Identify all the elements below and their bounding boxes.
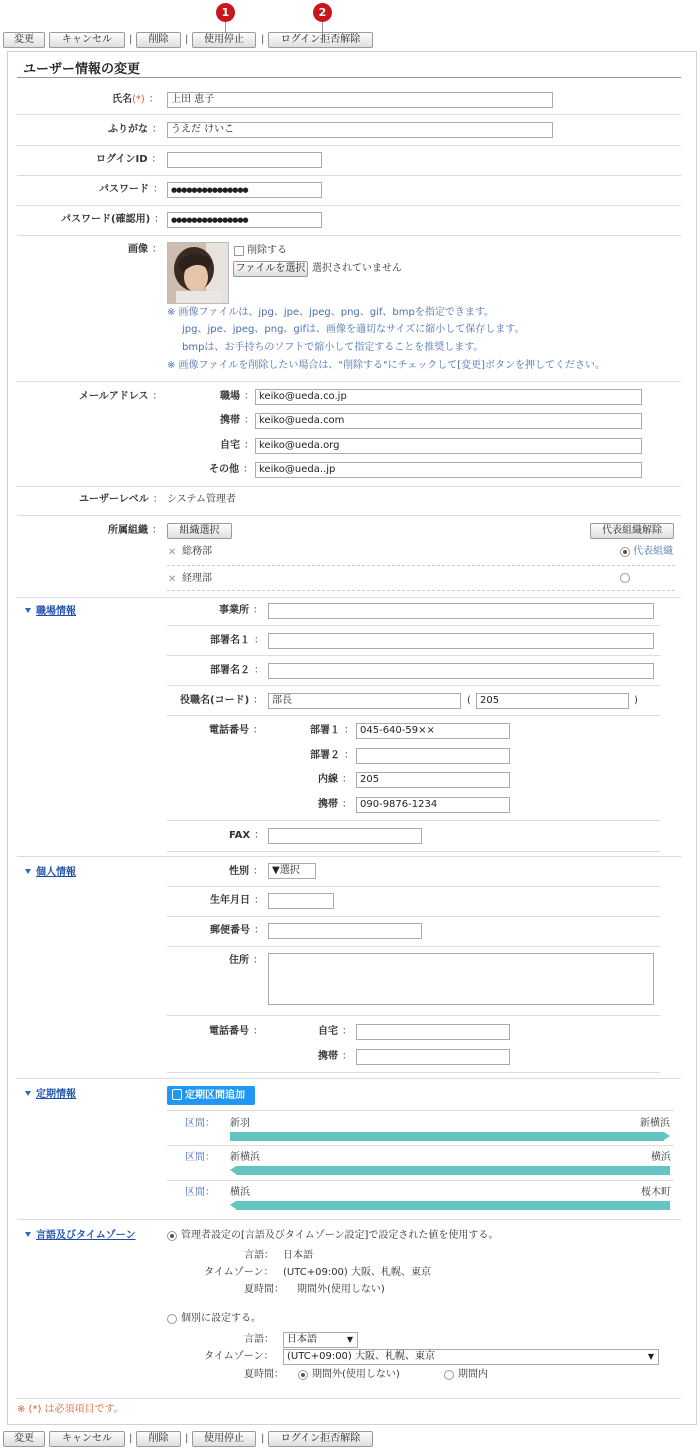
personal-mobile-label-text: 携帯 bbox=[318, 1051, 338, 1062]
zip-input[interactable] bbox=[268, 923, 422, 939]
colon: ： bbox=[254, 665, 264, 676]
login-id-input[interactable] bbox=[167, 152, 322, 168]
mail-other-input[interactable]: keiko@ueda..jp bbox=[255, 462, 642, 478]
colon: ： bbox=[243, 464, 253, 475]
mail-mobile-input[interactable]: keiko@ueda.com bbox=[255, 413, 642, 429]
rep-org-radio[interactable] bbox=[620, 573, 630, 583]
org-divider bbox=[167, 565, 675, 566]
section-divider bbox=[17, 1078, 681, 1079]
password-label-text: パスワード bbox=[99, 184, 149, 195]
section-divider bbox=[17, 856, 681, 857]
row-divider bbox=[17, 175, 681, 176]
dropdown-arrow-icon: ▼ bbox=[346, 1335, 353, 1344]
colon: ： bbox=[253, 605, 263, 616]
rep-org-label: 代表組織 bbox=[633, 546, 673, 557]
row-divider bbox=[17, 145, 681, 146]
personal-home-input[interactable] bbox=[356, 1024, 510, 1040]
personal-phone-label bbox=[209, 1025, 263, 1039]
row-divider bbox=[17, 515, 681, 516]
password-confirm-input[interactable]: ●●●●●●●●●●●●●●● bbox=[167, 212, 322, 228]
callout-line bbox=[225, 22, 226, 32]
tz-label: タイムゾーン： bbox=[204, 1267, 274, 1278]
toolbar-separator: | bbox=[185, 1433, 189, 1444]
user-level-label-text: ユーザーレベル bbox=[79, 494, 149, 505]
tz-select-value: (UTC+09:00) 大阪、札幌、東京 bbox=[287, 1351, 436, 1362]
mail-other-label-text: その他 bbox=[209, 464, 239, 475]
personal-mobile-label bbox=[318, 1050, 352, 1064]
colon: ： bbox=[344, 750, 354, 761]
mail-label-text: メールアドレス bbox=[79, 391, 149, 402]
lang-select[interactable] bbox=[283, 1332, 358, 1348]
bus-icon bbox=[172, 1089, 182, 1100]
address-textarea[interactable] bbox=[268, 953, 654, 1005]
row-divider bbox=[167, 1072, 661, 1073]
personal-home-label-text: 自宅 bbox=[318, 1026, 338, 1037]
toolbar-separator: | bbox=[261, 1433, 265, 1444]
work-mobile-label-text: 携帯 bbox=[318, 799, 338, 810]
colon: ： bbox=[244, 440, 254, 451]
segment-from: 横浜 bbox=[230, 1187, 250, 1198]
toolbar-separator: | bbox=[129, 1433, 133, 1444]
image-note: ※ 画像ファイルは、jpg、jpe、jpeg、png、gif、bmpを指定できます。 bbox=[167, 307, 495, 318]
work-phone-label-text: 電話番号 bbox=[209, 725, 249, 736]
work-mobile-input[interactable]: 090-9876-1234 bbox=[356, 797, 510, 813]
row-divider bbox=[167, 685, 661, 686]
personal-phone-label-text: 電話番号 bbox=[209, 1026, 249, 1037]
mail-label bbox=[79, 390, 163, 404]
password-input[interactable]: ●●●●●●●●●●●●●●● bbox=[167, 182, 322, 198]
login-id-label bbox=[96, 153, 162, 167]
org-label-text: 所属組織 bbox=[108, 525, 148, 536]
org-divider bbox=[167, 590, 675, 591]
colon: ： bbox=[152, 124, 162, 135]
colon: ： bbox=[254, 895, 264, 906]
colon: ： bbox=[253, 695, 264, 706]
title-divider bbox=[17, 77, 681, 78]
row-divider bbox=[167, 946, 661, 947]
furigana-label bbox=[108, 123, 162, 137]
segment-label: 区間： bbox=[185, 1118, 215, 1129]
collapse-icon bbox=[25, 1232, 31, 1237]
personal-section-toggle[interactable] bbox=[25, 866, 76, 880]
colon: ： bbox=[152, 494, 163, 505]
image-note: bmpは、お手持ちのソフトで縮小して指定することを推奨します。 bbox=[182, 342, 484, 353]
gender-select[interactable]: ▼選択 bbox=[268, 863, 316, 879]
row-divider bbox=[167, 625, 661, 626]
lang-section-toggle[interactable] bbox=[25, 1229, 136, 1243]
mail-home-label-text: 自宅 bbox=[220, 440, 240, 451]
add-commute-label: 定期区間追加 bbox=[185, 1090, 245, 1101]
row-divider bbox=[17, 235, 681, 236]
dst-label: 夏時間： bbox=[244, 1284, 284, 1295]
phone1-label-text: 部署１ bbox=[310, 725, 340, 736]
change-button[interactable]: 変更 bbox=[3, 1431, 45, 1447]
segment-to: 横浜 bbox=[651, 1152, 671, 1163]
tz-value: (UTC+09:00) 大阪、札幌、東京 bbox=[283, 1267, 432, 1278]
colon: ： bbox=[244, 391, 254, 402]
address-label bbox=[229, 954, 263, 968]
row-divider bbox=[17, 597, 681, 598]
colon: ： bbox=[244, 415, 254, 426]
colon: ： bbox=[254, 925, 264, 936]
colon: ： bbox=[253, 866, 263, 877]
birthday-label-text: 生年月日 bbox=[210, 895, 250, 906]
password-confirm-label bbox=[61, 213, 164, 227]
delete-button[interactable]: 削除 bbox=[136, 1431, 181, 1447]
rep-org-radio[interactable] bbox=[620, 547, 630, 557]
phone2-label bbox=[310, 749, 354, 763]
tz-select-label: タイムゾーン： bbox=[204, 1351, 274, 1362]
callout-badge-2: 2 bbox=[313, 3, 332, 22]
route-bar bbox=[230, 1132, 664, 1141]
org-label bbox=[108, 524, 162, 538]
segment-from: 新横浜 bbox=[230, 1152, 260, 1163]
use-admin-label: 管理者設定の[言語及びタイムゾーン設定]で設定された値を使用する。 bbox=[181, 1230, 499, 1241]
cancel-button[interactable]: キャンセル bbox=[49, 1431, 125, 1447]
suspend-button[interactable]: 使用停止 bbox=[192, 1431, 256, 1447]
colon: ： bbox=[152, 525, 162, 536]
image-label bbox=[128, 243, 162, 257]
dept2-input[interactable] bbox=[268, 663, 654, 679]
row-divider bbox=[167, 1110, 674, 1111]
commute-section-title: 定期情報 bbox=[36, 1089, 76, 1100]
delete-image-checkbox[interactable] bbox=[234, 246, 244, 256]
org-item-name: 経理部 bbox=[182, 573, 212, 584]
fax-label bbox=[229, 829, 264, 843]
colon: ： bbox=[253, 1026, 263, 1037]
org-item-name: 総務部 bbox=[182, 546, 212, 557]
remove-org-icon[interactable]: ✕ bbox=[168, 574, 177, 585]
colon: ： bbox=[342, 799, 352, 810]
job-title-label bbox=[180, 694, 263, 708]
dst-on-radio[interactable] bbox=[444, 1370, 454, 1380]
callout-badge-1: 1 bbox=[216, 3, 235, 22]
lang-value: 日本語 bbox=[283, 1250, 313, 1261]
dst-select-label: 夏時間： bbox=[244, 1369, 284, 1380]
dst-value: 期間外(使用しない) bbox=[297, 1284, 385, 1295]
route-bar bbox=[236, 1166, 670, 1175]
ext-label bbox=[318, 773, 352, 787]
colon: ： bbox=[253, 725, 263, 736]
furigana-label-text: ふりがな bbox=[108, 124, 148, 135]
colon: ： bbox=[342, 1026, 352, 1037]
row-divider bbox=[167, 715, 661, 716]
dropdown-arrow-icon: ▼ bbox=[647, 1352, 654, 1361]
login-id-label-text: ログインID bbox=[96, 154, 148, 165]
tz-select[interactable] bbox=[283, 1349, 659, 1365]
portrait-image bbox=[168, 243, 229, 304]
row-divider bbox=[17, 486, 681, 487]
gender-label-text: 性別 bbox=[229, 866, 249, 877]
user-level-label bbox=[79, 493, 163, 507]
fax-label-text: FAX bbox=[229, 830, 251, 841]
required-mark: (*) bbox=[132, 94, 145, 105]
phone2-label-text: 部署２ bbox=[310, 750, 340, 761]
mail-home-input[interactable]: keiko@ueda.org bbox=[255, 438, 642, 454]
org-release-button[interactable]: 代表組織解除 bbox=[590, 523, 674, 539]
row-divider bbox=[167, 851, 661, 852]
work-section-toggle[interactable] bbox=[25, 605, 76, 619]
colon: ： bbox=[253, 955, 263, 966]
callout-line bbox=[322, 22, 323, 32]
job-code-input[interactable]: 205 bbox=[476, 693, 629, 709]
phone1-label bbox=[310, 724, 354, 738]
password-label bbox=[99, 183, 163, 197]
collapse-icon bbox=[25, 608, 31, 613]
zip-label bbox=[210, 924, 264, 938]
password-confirm-label-text: パスワード(確認用) bbox=[61, 214, 151, 225]
row-divider bbox=[17, 381, 681, 382]
work-phone-label bbox=[209, 724, 263, 738]
colon: ： bbox=[152, 391, 163, 402]
route-bar bbox=[236, 1201, 670, 1210]
dept1-label-text: 部署名１ bbox=[210, 635, 250, 646]
row-divider bbox=[167, 1145, 674, 1146]
colon: ： bbox=[254, 635, 264, 646]
image-note: jpg、jpe、jpeg、png、gifは、画像を適切なサイズに縮小して保存します。 bbox=[182, 324, 525, 335]
page-title: ユーザー情報の変更 bbox=[23, 62, 141, 77]
mail-mobile-label bbox=[220, 414, 254, 428]
suspend-button[interactable]: 使用停止 bbox=[192, 32, 256, 48]
birthday-label bbox=[210, 894, 264, 908]
lang-label: 言語： bbox=[244, 1250, 274, 1261]
segment-to: 新横浜 bbox=[640, 1118, 670, 1129]
birthday-input[interactable] bbox=[268, 893, 334, 909]
office-label-text: 事業所 bbox=[219, 605, 249, 616]
section-divider bbox=[17, 1219, 681, 1220]
required-note: ※ (*) は必須項目です。 bbox=[17, 1404, 124, 1415]
lang-section-title: 言語及びタイムゾーン bbox=[36, 1230, 136, 1241]
image-note: ※ 画像ファイルを削除したい場合は、"削除する"にチェックして[変更]ボタンを押してください。 bbox=[167, 360, 606, 371]
unlock-login-button[interactable]: ログイン拒否解除 bbox=[268, 1431, 373, 1447]
phone2-input[interactable] bbox=[356, 748, 510, 764]
personal-section-title: 個人情報 bbox=[36, 867, 76, 878]
unlock-login-button[interactable]: ログイン拒否解除 bbox=[268, 32, 373, 48]
zip-label-text: 郵便番号 bbox=[210, 925, 250, 936]
segment-from: 新羽 bbox=[230, 1118, 250, 1129]
remove-org-icon[interactable]: ✕ bbox=[168, 547, 177, 558]
office-input[interactable] bbox=[268, 603, 654, 619]
use-admin-radio[interactable] bbox=[167, 1231, 177, 1241]
collapse-icon bbox=[25, 1091, 31, 1096]
colon: ： bbox=[148, 94, 159, 105]
colon: ： bbox=[344, 725, 354, 736]
delete-button[interactable]: 削除 bbox=[136, 32, 181, 48]
row-divider bbox=[167, 1180, 674, 1181]
dst-off-radio[interactable] bbox=[298, 1370, 308, 1380]
dept2-label bbox=[210, 664, 264, 678]
fax-input[interactable] bbox=[268, 828, 422, 844]
phone1-input[interactable]: 045-640-59×× bbox=[356, 723, 510, 739]
work-mobile-label bbox=[318, 798, 352, 812]
dst-off-label: 期間外(使用しない) bbox=[312, 1369, 400, 1380]
row-divider bbox=[167, 1015, 661, 1016]
org-select-button[interactable]: 組織選択 bbox=[167, 523, 232, 539]
row-divider bbox=[17, 114, 681, 115]
colon: ： bbox=[153, 184, 163, 195]
ext-label-text: 内線 bbox=[318, 774, 338, 785]
colon: ： bbox=[342, 1051, 352, 1062]
delete-image-label: 削除する bbox=[247, 245, 287, 256]
image-label-text: 画像 bbox=[128, 244, 148, 255]
furigana-input[interactable]: うえだ けいこ bbox=[167, 122, 553, 138]
segment-label: 区間： bbox=[185, 1152, 215, 1163]
name-label-text: 氏名 bbox=[112, 94, 132, 105]
name-input[interactable]: 上田 恵子 bbox=[167, 92, 553, 108]
lang-select-label: 言語： bbox=[244, 1334, 274, 1345]
job-title-label-text: 役職名(コード) bbox=[180, 695, 250, 706]
toolbar-separator: | bbox=[261, 34, 265, 45]
change-button[interactable]: 変更 bbox=[3, 32, 45, 48]
mail-other-label bbox=[209, 463, 253, 477]
job-title-input[interactable]: 部長 bbox=[268, 693, 461, 709]
colon: ： bbox=[342, 774, 352, 785]
dept2-label-text: 部署名２ bbox=[210, 665, 250, 676]
add-commute-button[interactable] bbox=[167, 1086, 255, 1105]
mail-work-label-text: 職場 bbox=[220, 391, 240, 402]
gender-label bbox=[229, 865, 263, 879]
name-label bbox=[112, 93, 159, 107]
dept1-input[interactable] bbox=[268, 633, 654, 649]
work-section-title: 職場情報 bbox=[36, 606, 76, 617]
segment-to: 桜木町 bbox=[641, 1187, 671, 1198]
toolbar-separator: | bbox=[185, 34, 189, 45]
colon: ： bbox=[254, 830, 265, 841]
mail-mobile-label-text: 携帯 bbox=[220, 415, 240, 426]
colon: ： bbox=[152, 244, 162, 255]
colon: ： bbox=[151, 154, 162, 165]
address-label-text: 住所 bbox=[229, 955, 249, 966]
cancel-button[interactable]: キャンセル bbox=[49, 32, 125, 48]
user-level-value: システム管理者 bbox=[167, 494, 236, 505]
row-divider bbox=[17, 205, 681, 206]
dst-on-label: 期間内 bbox=[458, 1369, 488, 1380]
mail-home-label bbox=[220, 439, 254, 453]
office-label bbox=[219, 604, 263, 618]
choose-file-button[interactable]: ファイルを選択 bbox=[233, 261, 308, 277]
user-photo bbox=[167, 242, 229, 304]
row-divider bbox=[167, 916, 661, 917]
no-file-text: 選択されていません bbox=[312, 263, 402, 274]
individual-label: 個別に設定する。 bbox=[181, 1313, 261, 1324]
row-divider bbox=[167, 886, 661, 887]
ext-input[interactable]: 205 bbox=[356, 772, 510, 788]
colon: ： bbox=[154, 214, 165, 225]
row-divider bbox=[167, 655, 661, 656]
personal-mobile-input[interactable] bbox=[356, 1049, 510, 1065]
dept1-label bbox=[210, 634, 264, 648]
commute-section-toggle[interactable] bbox=[25, 1088, 76, 1102]
mail-work-input[interactable]: keiko@ueda.co.jp bbox=[255, 389, 642, 405]
paren-close: ) bbox=[634, 695, 638, 706]
personal-home-label bbox=[318, 1025, 352, 1039]
row-divider bbox=[167, 820, 661, 821]
collapse-icon bbox=[25, 869, 31, 874]
segment-label: 区間： bbox=[185, 1187, 215, 1198]
toolbar-separator: | bbox=[129, 34, 133, 45]
paren-open: ( bbox=[467, 695, 471, 706]
section-divider bbox=[17, 1398, 681, 1399]
lang-select-value: 日本語 bbox=[287, 1334, 317, 1345]
mail-work-label bbox=[220, 390, 254, 404]
individual-radio[interactable] bbox=[167, 1314, 177, 1324]
